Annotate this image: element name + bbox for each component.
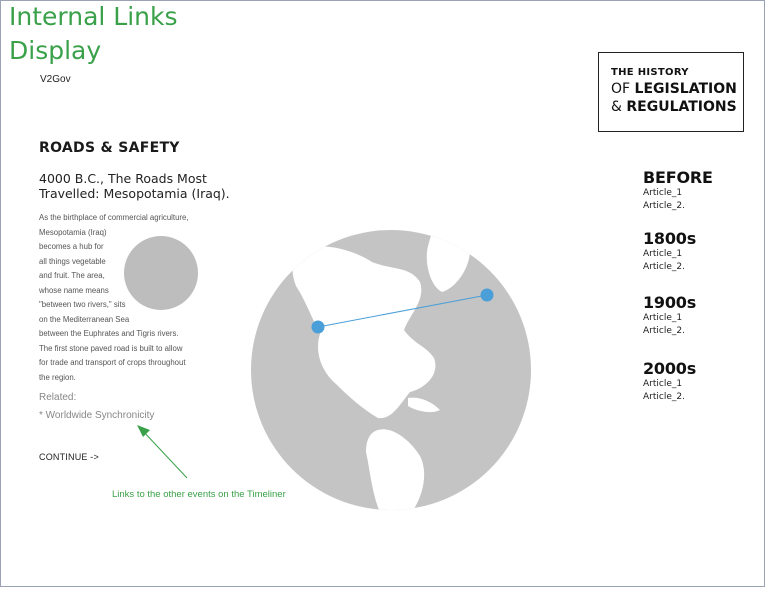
continue-link[interactable]: CONTINUE -> <box>39 452 99 462</box>
annotation-note: Links to the other events on the Timeliner <box>112 489 286 500</box>
history-line-3: & REGULATIONS <box>611 99 737 115</box>
article-headline: 4000 B.C., The Roads Most Travelled: Mesopotamia (Iraq). <box>39 171 230 201</box>
body-line: "between two rivers," sits <box>39 300 126 309</box>
body-line: all things vegetable <box>39 256 106 266</box>
history-line-2: OF LEGISLATION <box>611 81 737 97</box>
article-link[interactable]: Article_2. <box>643 392 685 402</box>
era-heading[interactable]: BEFORE <box>643 168 713 187</box>
article-link[interactable]: Article_2. <box>643 201 685 211</box>
article-link[interactable]: Article_1 <box>643 188 683 198</box>
timeline-period <box>643 359 753 404</box>
article-link[interactable]: Article_1 <box>643 249 683 259</box>
related-label: Related: <box>39 392 77 403</box>
article-link[interactable]: Article_2. <box>643 326 685 336</box>
era-heading[interactable]: 1800s <box>643 229 697 248</box>
body-line: and fruit. The area, <box>39 271 105 280</box>
annotation-arrow-line <box>142 430 187 478</box>
body-line: The first stone paved road is built to allow <box>39 343 183 353</box>
globe-marker-east <box>481 289 494 302</box>
body-line: between the Euphrates and Tigris rivers. <box>39 329 179 338</box>
era-heading[interactable]: 2000s <box>643 359 697 378</box>
body-line: for trade and transport of crops throughout <box>39 358 186 367</box>
history-line-1: THE HISTORY <box>611 67 689 78</box>
body-line: becomes a hub for <box>39 242 104 251</box>
body-line: Mesopotamia (Iraq) <box>39 227 107 237</box>
body-line: the region. <box>39 372 76 382</box>
timeline-period <box>643 229 753 274</box>
era-heading[interactable]: 1900s <box>643 293 697 312</box>
article-link[interactable]: Article_2. <box>643 262 685 272</box>
timeline-period <box>643 293 753 338</box>
body-line: whose name means <box>39 285 109 295</box>
body-line: As the birthplace of commercial agriculture, <box>39 213 189 222</box>
annotation-arrow-head <box>137 425 150 437</box>
related-link[interactable]: * Worldwide Synchronicity <box>39 410 155 421</box>
body-line: on the Mediterranean Sea <box>39 314 130 324</box>
brand-logo-text[interactable]: V2Gov <box>40 74 71 85</box>
globe-marker-west <box>312 321 325 334</box>
annotation-title: Internal Links Display <box>9 2 178 65</box>
timeline-period <box>643 168 753 213</box>
section-title: ROADS & SAFETY <box>39 140 180 156</box>
article-link[interactable]: Article_1 <box>643 313 683 323</box>
article-link[interactable]: Article_1 <box>643 379 683 389</box>
